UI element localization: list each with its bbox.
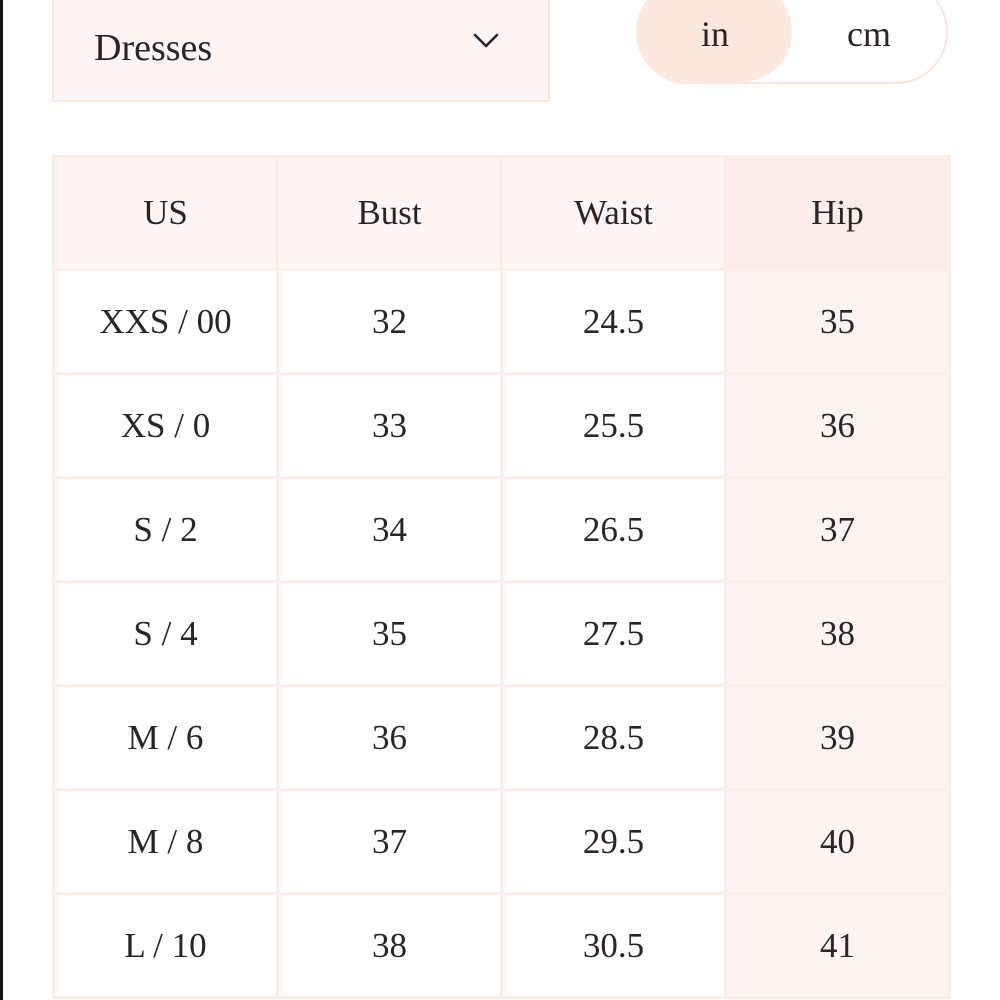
waist-cell: 27.5 <box>502 582 726 686</box>
table-row <box>54 790 950 894</box>
table-row <box>54 478 950 582</box>
unit-option-cm[interactable]: cm <box>847 14 891 54</box>
category-select-value: Dresses <box>94 27 213 69</box>
bust-cell: 36 <box>278 686 502 790</box>
chevron-down-icon <box>472 30 500 50</box>
category-select[interactable] <box>52 0 550 102</box>
table-row <box>54 270 950 374</box>
waist-cell: 30.5 <box>502 894 726 998</box>
bust-cell: 33 <box>278 374 502 478</box>
hip-cell: 37 <box>726 478 950 582</box>
hip-cell: 35 <box>726 270 950 374</box>
table-row <box>54 686 950 790</box>
size-cell: XXS / 00 <box>54 270 278 374</box>
hip-cell: 40 <box>726 790 950 894</box>
bust-cell: 37 <box>278 790 502 894</box>
waist-cell: 28.5 <box>502 686 726 790</box>
hip-cell: 38 <box>726 582 950 686</box>
table-row <box>54 582 950 686</box>
size-cell: M / 6 <box>54 686 278 790</box>
table-row <box>54 894 950 998</box>
bust-cell: 35 <box>278 582 502 686</box>
column-header-bust: Bust <box>278 157 502 270</box>
size-cell: M / 8 <box>54 790 278 894</box>
size-cell: S / 2 <box>54 478 278 582</box>
window-edge <box>0 0 3 1000</box>
waist-cell: 26.5 <box>502 478 726 582</box>
unit-toggle <box>636 0 948 84</box>
column-header-hip: Hip <box>726 157 950 270</box>
bust-cell: 32 <box>278 270 502 374</box>
waist-cell: 25.5 <box>502 374 726 478</box>
size-chart-table <box>52 155 951 999</box>
column-header-us: US <box>54 157 278 270</box>
hip-cell: 39 <box>726 686 950 790</box>
hip-cell: 36 <box>726 374 950 478</box>
column-header-waist: Waist <box>502 157 726 270</box>
waist-cell: 24.5 <box>502 270 726 374</box>
table-row <box>54 374 950 478</box>
size-cell: L / 10 <box>54 894 278 998</box>
size-cell: S / 4 <box>54 582 278 686</box>
size-cell: XS / 0 <box>54 374 278 478</box>
waist-cell: 29.5 <box>502 790 726 894</box>
table-header-row <box>54 157 950 270</box>
hip-cell: 41 <box>726 894 950 998</box>
unit-option-in[interactable]: in <box>638 0 792 82</box>
bust-cell: 38 <box>278 894 502 998</box>
bust-cell: 34 <box>278 478 502 582</box>
